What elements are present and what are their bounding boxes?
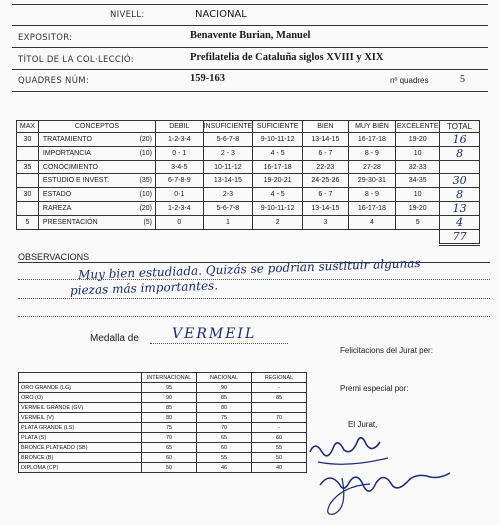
premi-label: Premi especial por: [340,384,409,393]
medal-name: ORO (O) [19,393,142,403]
score-row [17,133,480,147]
range-cell: 2-3 [203,188,253,202]
medal-score: 50 [252,453,307,463]
concept-points: (5) [143,219,153,226]
concept-name: IMPORTANCIA [42,150,91,157]
medal-name: PLATA GRANDE (LS) [19,423,142,433]
total-cell: 16 [440,133,480,147]
medal-name: ORO GRANDE (LG) [19,383,142,393]
dotted-line [18,298,490,299]
col-header: DEBIL [156,121,204,133]
concept-name: ESTADO [42,191,72,198]
range-cell: 1 [203,216,253,230]
range-cell: 22-23 [303,161,349,174]
medal-score: 75 [142,423,197,433]
expositor-value: Benavente Burian, Manuel [190,30,311,41]
expositor-label: EXPOSITOR: [18,33,73,43]
jury-signatures [290,430,490,525]
medal-score: 70 [252,413,307,423]
observacions-line-1: Muy bien estudiada. Quizás se podrían sustituir algunas [77,256,421,282]
empty-cell [303,230,349,245]
medal-col-header: REGIONAL [252,373,307,383]
concept-cell [38,133,155,147]
medal-score: 85 [142,403,197,413]
concept-cell [38,188,155,202]
score-header-row [17,121,480,133]
col-header: TOTAL [440,121,480,133]
score-row [17,161,480,174]
range-cell: 1-2-3-4 [156,202,204,216]
range-cell: 24-25-26 [303,174,349,188]
range-cell: 27-28 [348,161,396,174]
concept-cell [38,216,155,230]
concept-name: RAREZA [42,205,72,212]
medal-table [18,372,307,473]
col-header: CONCEPTOS [38,121,155,133]
medal-score: 85 [197,393,252,403]
divider [12,4,488,5]
medal-score: 55 [197,453,252,463]
concept-cell [38,147,155,161]
dotted-line [18,316,490,317]
range-cell: 10-11-12 [203,161,253,174]
concept-name: ESTUDIO E INVEST. [42,177,110,184]
concept-name: CONOCIMIENTO [42,163,99,171]
range-cell: 4 - 5 [253,188,303,202]
quadres-value: 159-163 [190,73,225,84]
medal-score: 60 [197,443,252,453]
medal-row [19,413,307,423]
medal-score: 80 [142,413,197,423]
medal-score: 85 [252,393,307,403]
concept-points: (20) [139,205,153,212]
range-cell: 0 - 1 [156,147,204,161]
medal-score: 65 [142,443,197,453]
medal-name: BRONCE (B) [19,453,142,463]
observacions-line-2: piezas más importantes. [69,278,219,298]
nquadres-label: nº quadres [390,76,429,85]
medal-name: VERMEIL GRANDE (GV) [19,403,142,413]
range-cell: 2 - 3 [203,147,253,161]
max-cell: 30 [17,133,39,147]
grand-total-row [17,230,480,245]
medal-score: 40 [252,463,307,473]
total-cell: 4 [440,216,480,230]
concept-cell [38,174,155,188]
score-row [17,188,480,202]
medal-col-header [19,373,142,383]
total-cell: 30 [440,174,480,188]
empty-cell [156,230,204,245]
range-cell: 10 [396,188,440,202]
nivell-value: NACIONAL [195,9,247,20]
empty-cell [253,230,303,245]
range-cell: 3 [303,216,349,230]
medal-score: 80 [197,403,252,413]
total-cell: 13 [440,202,480,216]
range-cell: 10 [396,147,440,161]
concept-points: (10) [139,191,153,198]
range-cell: 32-33 [396,161,440,174]
quadres-label: QUADRES NÚM: [18,76,90,86]
felicitacions-label: Felicitacions del Jurat per: [340,346,433,355]
observacions-label: OBSERVACIONS [18,252,90,262]
divider [12,91,488,92]
col-header: MAX [17,121,39,133]
medal-score: 95 [142,383,197,393]
range-cell: 19-20 [396,133,440,147]
medalla-label: Medalla de [90,333,139,344]
titol-value: Prefilatelia de Cataluña siglos XVIII y XIX [190,52,384,63]
empty-cell [38,230,155,245]
range-cell: 13-14-15 [203,174,253,188]
range-cell: 34-35 [396,174,440,188]
medal-score [252,403,307,413]
range-cell: 4 - 5 [253,147,303,161]
medal-score: 90 [142,393,197,403]
empty-cell [203,230,253,245]
concept-points: (10) [139,150,153,157]
score-row [17,147,480,161]
range-cell: 13-14-15 [303,133,349,147]
medal-name: DIPLOMA (CP) [19,463,142,473]
empty-cell [348,230,396,245]
max-cell: 5 [17,216,39,230]
medal-row [19,463,307,473]
empty-cell [17,230,39,245]
range-cell: 6 - 7 [303,188,349,202]
concept-points: (20) [139,136,153,143]
medal-score: 70 [142,433,197,443]
concept-name: PRESENTACIÓN [42,219,98,226]
range-cell: 8 - 9 [348,188,396,202]
col-header: EXCELENTE [396,121,440,133]
range-cell: 13-14-15 [303,202,349,216]
titol-label: TÍTOL DE LA COL·LECCIÓ: [18,55,134,65]
col-header: MUY BIEN [348,121,396,133]
col-header: BIEN [303,121,349,133]
divider [12,47,488,48]
range-cell: 9-10-11-12 [253,133,303,147]
medal-score: - [252,423,307,433]
score-table [16,120,480,246]
concept-cell [38,161,155,174]
total-cell: 8 [440,147,480,161]
total-cell: 8 [440,188,480,202]
range-cell: 1-2-3-4 [156,133,204,147]
score-row [17,202,480,216]
range-cell: 2 [253,216,303,230]
max-cell [17,174,39,188]
concept-name: TRATAMIENTO [42,136,92,143]
medal-score: 65 [197,433,252,443]
max-cell [17,147,39,161]
range-cell: 0-1 [156,188,204,202]
col-header: SUFICIENTE [253,121,303,133]
medal-row [19,403,307,413]
medal-row [19,443,307,453]
dotted-line [18,279,490,280]
medal-row [19,433,307,443]
nquadres-value: 5 [460,74,465,85]
range-cell: 16-17-18 [348,202,396,216]
range-cell: 3-4-5 [156,161,204,174]
medal-name: PLATA (S) [19,433,142,443]
range-cell: 0 [156,216,204,230]
medal-col-header: NACIONAL [197,373,252,383]
range-cell: 6-7-8-9 [156,174,204,188]
range-cell: 29-30-31 [348,174,396,188]
medal-score: 70 [197,423,252,433]
medal-score: 75 [197,413,252,423]
max-cell: 30 [17,188,39,202]
medal-row [19,453,307,463]
empty-cell [396,230,440,245]
range-cell: 5-6-7-8 [203,133,253,147]
medalla-value: VERMEIL [172,326,257,342]
medal-name: VERMEIL (V) [19,413,142,423]
range-cell: 6 - 7 [303,147,349,161]
medal-score: 60 [142,453,197,463]
medal-header-row [19,373,307,383]
nivell-label: NIVELL: [110,10,145,20]
medal-score: - [252,383,307,393]
total-cell [440,161,480,174]
medal-row [19,423,307,433]
col-header: INSUFICIENTE [203,121,253,133]
medal-row [19,383,307,393]
range-cell: 5 [396,216,440,230]
range-cell: 9-10-11-12 [253,202,303,216]
range-cell: 16-17-18 [253,161,303,174]
medal-score: 50 [142,463,197,473]
range-cell: 5-6-7-8 [203,202,253,216]
grand-total-cell: 77 [440,230,480,245]
medal-score: 55 [252,443,307,453]
medal-col-header: INTERNACIONAL [142,373,197,383]
jurat-label: El Jurat, [348,420,378,429]
medal-row [19,393,307,403]
range-cell: 4 [348,216,396,230]
divider [12,69,488,70]
dotted-line [150,343,288,344]
medal-name: BRONCE PLATEADO (SB) [19,443,142,453]
score-row [17,216,480,230]
concept-points: (35) [139,177,153,184]
range-cell: 19-20-21 [253,174,303,188]
medal-score: 60 [252,433,307,443]
medal-score: 46 [197,463,252,473]
medal-score: 90 [197,383,252,393]
divider [12,25,488,26]
range-cell: 19-20 [396,202,440,216]
score-row [17,174,480,188]
max-cell [17,202,39,216]
range-cell: 16-17-18 [348,133,396,147]
max-cell: 35 [17,161,39,174]
concept-cell [38,202,155,216]
range-cell: 8 - 9 [348,147,396,161]
